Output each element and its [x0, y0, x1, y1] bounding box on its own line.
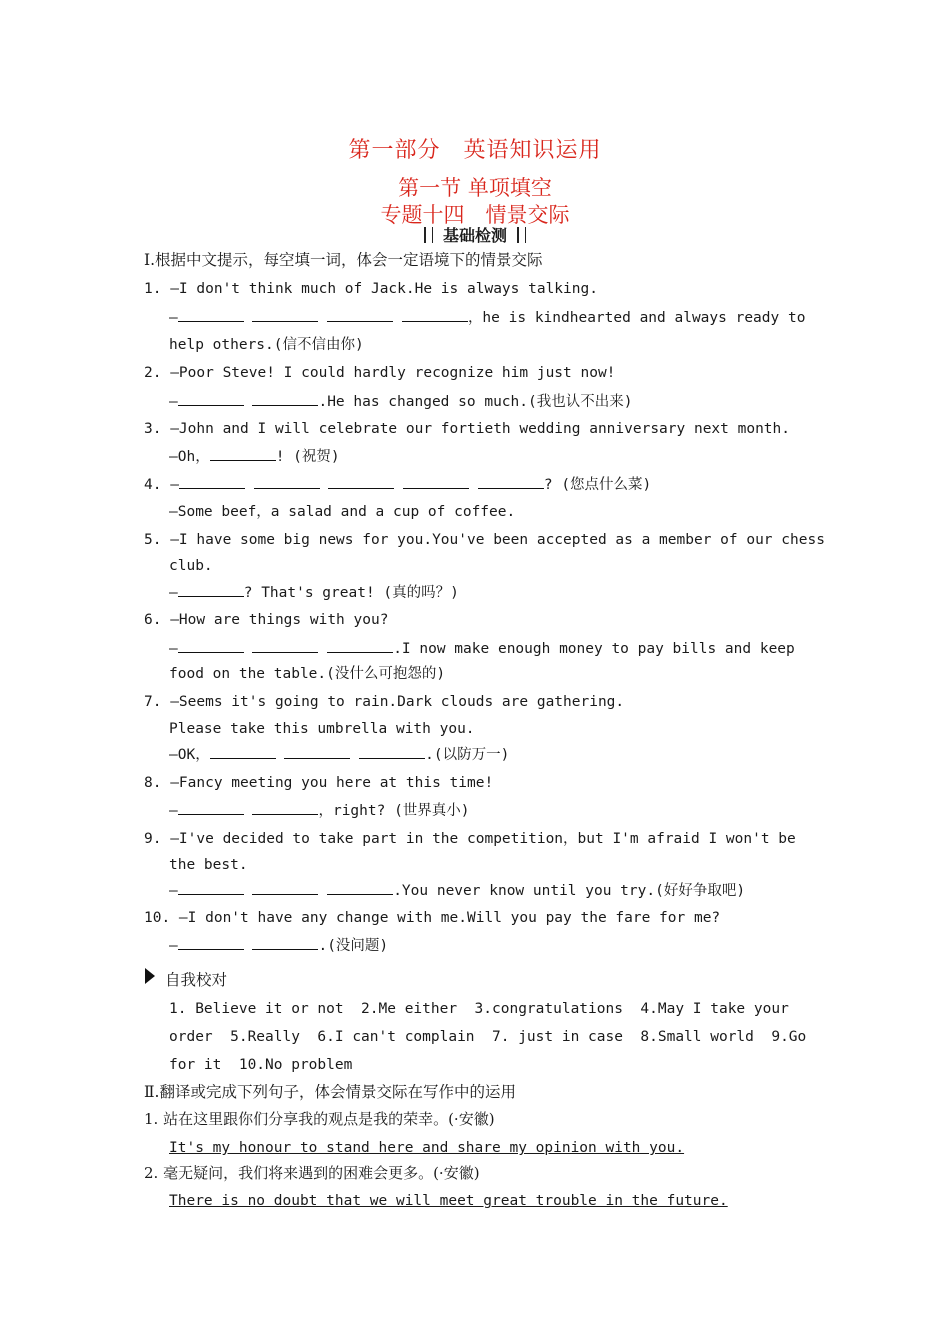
- blank[interactable]: [327, 639, 393, 653]
- blank[interactable]: [478, 475, 544, 489]
- q10-answer-line: [169, 936, 388, 955]
- blank[interactable]: [178, 936, 244, 950]
- self-check-icon: [145, 968, 155, 984]
- section-title: 第一节 单项填空: [398, 176, 552, 200]
- q8-prompt: 8. —Fancy meeting you here at this time!: [144, 775, 494, 791]
- q7-answer-rest: .(以防万一): [425, 747, 510, 763]
- q2-prompt: 2. —Poor Steve! I could hardly recognize him just now!: [144, 365, 616, 381]
- q8-answer-line: [169, 801, 470, 820]
- q4-answer-line: —Some beef，a salad and a cup of coffee.: [169, 504, 516, 520]
- q3-answer-rest: ! (祝贺): [275, 449, 340, 465]
- q9-continuation: the best.: [169, 857, 248, 873]
- blank[interactable]: [178, 801, 244, 815]
- part2-q2: 2. 毫无疑问，我们将来遇到的困难会更多。(·安徽): [144, 1164, 480, 1182]
- part1-heading: Ⅰ.根据中文提示，每空填一词，体会一定语境下的情景交际: [144, 251, 543, 269]
- blank[interactable]: [252, 308, 318, 322]
- blank[interactable]: [252, 936, 318, 950]
- blank[interactable]: [327, 308, 393, 322]
- part2-heading: Ⅱ.翻译或完成下列句子，体会情景交际在写作中的运用: [144, 1083, 516, 1101]
- blank[interactable]: [359, 745, 425, 759]
- blank[interactable]: [178, 392, 244, 406]
- tag-bar-right: [517, 227, 526, 243]
- blank[interactable]: [178, 308, 244, 322]
- q9-answer-line: [169, 881, 745, 900]
- q2-answer-line: [169, 392, 632, 411]
- dash: —: [169, 641, 178, 657]
- q5-continuation: club.: [169, 558, 213, 574]
- blank[interactable]: [178, 583, 244, 597]
- q7-answer-start: —OK，: [169, 747, 210, 763]
- dash: —: [169, 883, 178, 899]
- q1-answer-line: [169, 308, 805, 327]
- section-tag: [0, 223, 950, 246]
- blank[interactable]: [402, 308, 468, 322]
- dash: —: [169, 938, 178, 954]
- blank[interactable]: [252, 881, 318, 895]
- q1-continuation: help others.(信不信由你): [169, 337, 364, 353]
- part2-q1: 1. 站在这里跟你们分享我的观点是我的荣幸。(·安徽): [144, 1110, 495, 1128]
- part2-a2: There is no doubt that we will meet great trouble in the future.: [169, 1193, 728, 1209]
- q8-answer-rest: ，right? (世界真小): [318, 803, 470, 819]
- topic-title: 专题十四 情景交际: [380, 203, 570, 227]
- q3-answer-start: —Oh，: [169, 449, 210, 465]
- self-check-answers-2: order 5.Really 6.I can't complain 7. just in case 8.Small world 9.Go: [169, 1029, 807, 1045]
- dash: —: [169, 394, 178, 410]
- q5-prompt: 5. —I have some big news for you.You've been accepted as a member of our chess: [144, 532, 825, 548]
- self-check-answers-1: 1. Believe it or not 2.Me either 3.congratulations 4.May I take your: [169, 1001, 789, 1017]
- blank[interactable]: [403, 475, 469, 489]
- blank[interactable]: [252, 801, 318, 815]
- self-check-answers-3: for it 10.No problem: [169, 1057, 353, 1073]
- q6-continuation: food on the table.(没什么可抱怨的): [169, 666, 446, 682]
- q9-answer-rest: .You never know until you try.(好好争取吧): [393, 883, 746, 899]
- blank[interactable]: [328, 475, 394, 489]
- q6-prompt: 6. —How are things with you?: [144, 612, 389, 628]
- self-check-label: 自我校对: [165, 971, 228, 989]
- part2-a1: It's my honour to stand here and share my opinion with you.: [169, 1140, 685, 1156]
- dash: —: [169, 803, 178, 819]
- dash: —: [169, 310, 178, 326]
- q9-prompt: 9. —I've decided to take part in the competition，but I'm afraid I won't be: [144, 831, 796, 847]
- q4-prompt-rest: ? (您点什么菜): [543, 477, 652, 493]
- q10-answer-rest: .(没问题): [318, 938, 389, 954]
- blank[interactable]: [178, 881, 244, 895]
- blank[interactable]: [254, 475, 320, 489]
- part-title: 第一部分 英语知识运用: [348, 138, 602, 163]
- q5-answer-rest: ? That's great! (真的吗？): [243, 585, 459, 601]
- q3-prompt: 3. —John and I will celebrate our fortieth wedding anniversary next month.: [144, 421, 791, 437]
- q3-answer-line: [169, 447, 340, 466]
- blank[interactable]: [210, 447, 276, 461]
- blank[interactable]: [179, 475, 245, 489]
- blank[interactable]: [252, 639, 318, 653]
- q7-answer-line: [169, 745, 509, 764]
- blank[interactable]: [210, 745, 276, 759]
- q2-answer-rest: .He has changed so much.(我也认不出来): [318, 394, 633, 410]
- q5-answer-line: [169, 583, 459, 602]
- q4-prompt: [144, 475, 651, 494]
- tag-label: 基础检测: [442, 226, 507, 245]
- q7-prompt: 7. —Seems it's going to rain.Dark clouds are gathering.: [144, 694, 625, 710]
- blank[interactable]: [252, 392, 318, 406]
- q1-answer-rest: ，he is kindhearted and always ready to: [467, 310, 806, 326]
- blank[interactable]: [284, 745, 350, 759]
- tag-bar-left: [424, 227, 433, 243]
- blank[interactable]: [178, 639, 244, 653]
- blank[interactable]: [327, 881, 393, 895]
- q10-prompt: 10. —I don't have any change with me.Will you pay the fare for me?: [144, 910, 721, 926]
- q6-answer-line: [169, 639, 795, 658]
- q1-prompt: 1. —I don't think much of Jack.He is always talking.: [144, 281, 598, 297]
- q7-continuation: Please take this umbrella with you.: [169, 721, 475, 737]
- q6-answer-rest: .I now make enough money to pay bills and keep: [393, 641, 795, 657]
- q4-prompt-start: 4. —: [144, 477, 179, 493]
- dash: —: [169, 585, 178, 601]
